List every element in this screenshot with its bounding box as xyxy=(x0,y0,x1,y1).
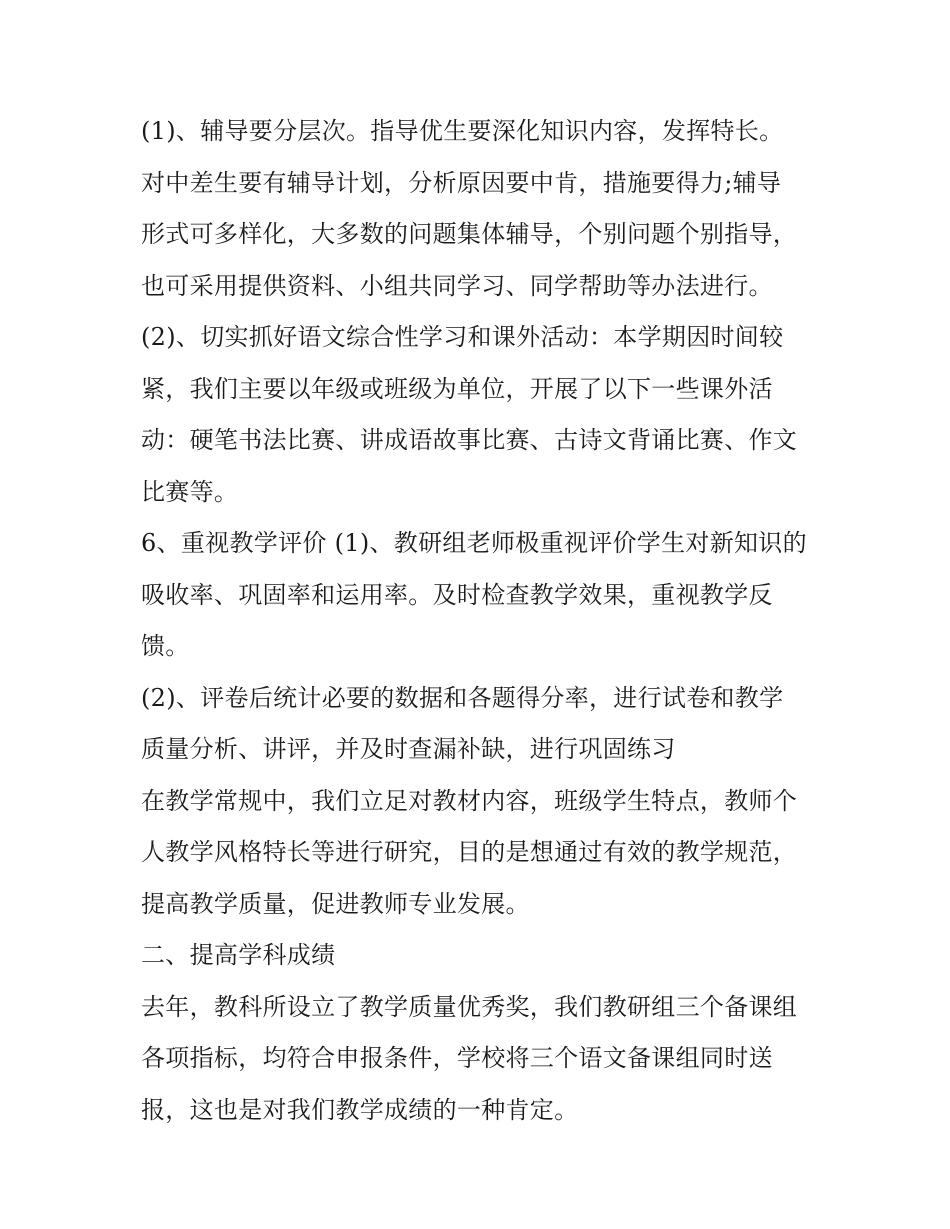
text-line: 形式可多样化，大多数的问题集体辅导，个别问题个别指导， xyxy=(141,220,798,248)
section-heading: 二、提高学科成绩 xyxy=(141,941,336,969)
text-line: 比赛等。 xyxy=(141,477,239,506)
text-line: 动：硬笔书法比赛、讲成语故事比赛、古诗文背诵比赛、作文 xyxy=(141,426,798,454)
text-line: 也可采用提供资料、小组共同学习、同学帮助等办法进行。 xyxy=(141,271,773,300)
text-line: 人教学风格特长等进行研究，目的是想通过有效的教学规范， xyxy=(141,838,798,866)
text-line: 吸收率、巩固率和运用率。及时检查教学效果，重视教学反 xyxy=(141,580,773,609)
text-line: (2)、切实抓好语文综合性学习和课外活动：本学期因时间较 xyxy=(141,323,784,351)
text-line: 紧，我们主要以年级或班级为单位，开展了以下一些课外活 xyxy=(141,374,773,403)
document-body xyxy=(141,112,821,1142)
text-line: 去年，教科所设立了教学质量优秀奖，我们教研组三个备课组 xyxy=(141,992,798,1021)
text-line: 6、重视教学评价 (1)、教研组老师极重视评价学生对新知识的 xyxy=(141,529,807,557)
text-line: 提高教学质量，促进教师专业发展。 xyxy=(141,889,530,918)
text-line: 报，这也是对我们教学成绩的一种肯定。 xyxy=(141,1095,579,1124)
text-line: (2)、评卷后统计必要的数据和各题得分率，进行试卷和教学 xyxy=(141,683,784,712)
text-line: 各项指标，均符合申报条件，学校将三个语文备课组同时送 xyxy=(141,1044,773,1072)
text-line: 在教学常规中，我们立足对教材内容，班级学生特点，教师个 xyxy=(141,786,798,815)
text-line: 质量分析、讲评，并及时查漏补缺，进行巩固练习 xyxy=(141,735,676,763)
text-line: 馈。 xyxy=(141,632,190,660)
text-line: (1)、辅导要分层次。指导优生要深化知识内容，发挥特长。 xyxy=(141,117,784,145)
text-line: 对中差生要有辅导计划，分析原因要中肯，措施要得力;辅导 xyxy=(141,168,782,197)
